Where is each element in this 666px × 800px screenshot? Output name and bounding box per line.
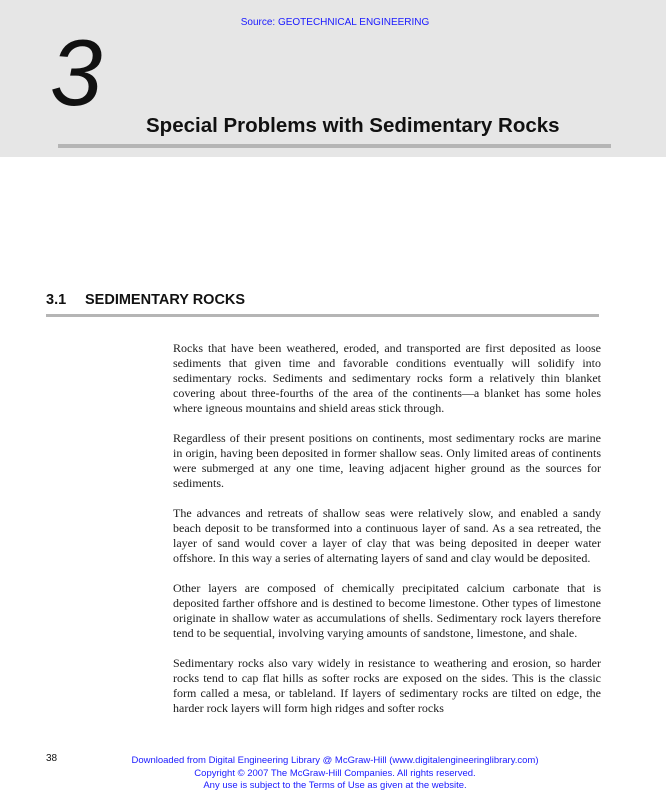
chapter-title-divider [58,144,611,148]
section-title: SEDIMENTARY ROCKS [85,292,246,308]
section-divider [46,314,599,317]
source-line: Source: GEOTECHNICAL ENGINEERING [240,17,430,28]
paragraph: Other layers are composed of chemically precipitated calcium carbonate that is deposited farther offshore and is destined to become limestone. Other types of limestone originate in shallow water as accumulations of shells. Sedimentary rock layers therefore tend to be sequential, involving varying amounts of sandstone, limestone, and shale. [173,581,601,640]
chapter-number: 3 [50,20,103,125]
footer [0,755,666,793]
paragraph: Rocks that have been weathered, eroded, and transported are first deposited as loose sediments that given time and favorable conditions eventually will solidify into sedimentary rocks. Sediments and sedimentary rocks form a relatively thin blanket covering about three-fourths of the area of the continents—a blanket has some holes where igneous mountains and shield areas stick through. [173,341,601,415]
footer-terms[interactable]: Any use is subject to the Terms of Use as given at the website. [203,780,467,791]
paragraph: Regardless of their present positions on continents, most sedimentary rocks are marine in origin, having been deposited in former shallow seas. Only limited areas of continents were submerged at any one time, leaving adjacent higher ground as the sources for sediments. [173,431,601,490]
footer-copyright: Copyright © 2007 The McGraw-Hill Companies. All rights reserved. [194,767,476,779]
paragraph: The advances and retreats of shallow seas were relatively slow, and enabled a sandy beach deposit to be transformed into a continuous layer of sand. As a sea retreated, the layer of sand would cover a layer of clay that was being deposited in deeper water offshore. In this way a series of alternating layers of sand and clay would be deposited. [173,506,601,565]
body-text [173,341,601,746]
page-number: 38 [46,753,58,764]
footer-download-link[interactable]: Downloaded from Digital Engineering Library @ McGraw-Hill (www.digitalengineeringlibrary.com) [131,755,539,766]
section-number: 3.1 [46,292,67,308]
chapter-title: Special Problems with Sedimentary Rocks [146,114,560,137]
paragraph: Sedimentary rocks also vary widely in resistance to weathering and erosion, so harder rocks tend to cap flat hills as softer rocks are exposed on the sides. This is the classic form called a mesa, or tableland. If layers of sedimentary rocks are tilted on edge, the harder rock layers will form high ridges and softer rocks [173,656,601,715]
section-heading [46,292,245,308]
